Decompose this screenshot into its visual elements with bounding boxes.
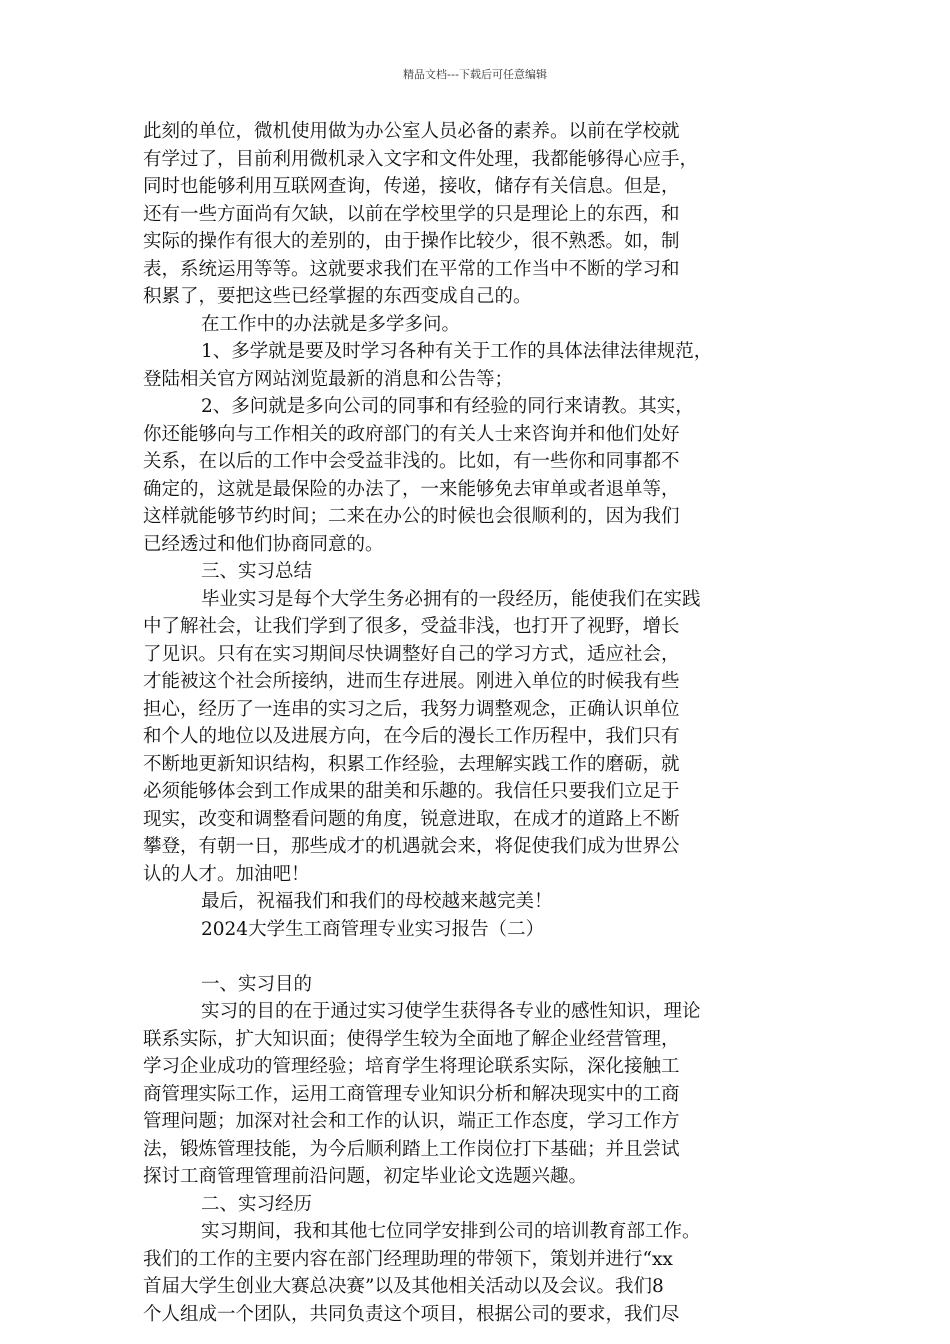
text-line: 这样就能够节约时间；二来在办公的时候也会很顺利的，因为我们: [143, 506, 680, 527]
text-line: 登陆相关官方网站浏览最新的消息和公告等；: [143, 368, 514, 390]
text-line: 攀登，有朝一日，那些成才的机遇就会来，将促使我们成为世界公: [143, 836, 680, 857]
text-line: 1、多学就是要及时学习各种有关于工作的具体法律法律规范，: [201, 341, 713, 362]
text-line: 个人组成一个团队，共同负责这个项目，根据公司的要求，我们尽: [143, 1303, 680, 1325]
text-line: 实际的操作有很大的差别的，由于操作比较少，很不熟悉。如，制: [143, 231, 680, 252]
text-line: 最后，祝福我们和我们的母校越来越完美！: [201, 891, 553, 912]
text-line: 表，系统运用等等。这就要求我们在平常的工作当中不断的学习和: [143, 258, 680, 280]
text-line: 联系实际，扩大知识面；使得学生较为全面地了解企业经营管理，: [143, 1028, 680, 1050]
text-line: 商管理实际工作，运用工商管理专业知识分析和解决现实中的工商: [143, 1083, 680, 1105]
text-line: 三、实习总结: [201, 561, 313, 582]
page-header: 精品文档---下载后可任意编辑: [403, 68, 547, 81]
text-line: 现实，改变和调整看问题的角度，锐意进取，在成才的道路上不断: [143, 808, 680, 830]
text-line: 中了解社会，让我们学到了很多，受益非浅，也打开了视野，增长: [143, 616, 680, 637]
text-line: 同时也能够利用互联网查询，传递，接收，储存有关信息。但是，: [143, 176, 680, 197]
text-line: 才能被这个社会所接纳，进而生存进展。刚进入单位的时候我有些: [143, 671, 680, 692]
text-line: 关系，在以后的工作中会受益非浅的。比如，有一些你和同事都不: [143, 451, 680, 472]
text-line: 2、多问就是多向公司的同事和有经验的同行来请教。其实，: [201, 396, 694, 417]
text-line: 还有一些方面尚有欠缺，以前在学校里学的只是理论上的东西，和: [143, 203, 680, 225]
text-line: 了见识。只有在实习期间尽快调整好自己的学习方式，适应社会，: [143, 643, 680, 665]
text-line: 必须能够体会到工作成果的甜美和乐趣的。我信任只要我们立足于: [143, 781, 680, 802]
text-line: 和个人的地位以及进展方向，在今后的漫长工作历程中，我们只有: [143, 726, 680, 747]
text-line: 不断地更新知识结构，积累工作经验，去理解实践工作的磨砺，就: [143, 753, 680, 775]
text-line: 学习企业成功的管理经验；培育学生将理论联系实际，深化接触工: [143, 1056, 680, 1077]
text-line: 此刻的单位，微机使用做为办公室人员必备的素养。以前在学校就: [143, 121, 680, 142]
text-line: 已经透过和他们协商同意的。: [143, 533, 384, 555]
text-line: 实习的目的在于通过实习使学生获得各专业的感性知识，理论: [201, 1001, 701, 1022]
text-line: 实习期间，我和其他七位同学安排到公司的培训教育部工作。: [201, 1221, 701, 1242]
text-line: 毕业实习是每个大学生务必拥有的一段经历，能使我们在实践: [201, 588, 701, 610]
text-line: 有学过了，目前利用微机录入文字和文件处理，我都能够得心应手，: [143, 148, 699, 170]
text-line: 确定的，这就是最保险的办法了，一来能够免去审单或者退单等，: [143, 478, 680, 500]
text-line: 探讨工商管理管理前沿问题，初定毕业论文选题兴趣。: [143, 1166, 588, 1187]
text-line: 认的人才。加油吧！: [143, 863, 310, 885]
blank-line: [143, 943, 823, 971]
document-body: [143, 118, 823, 1328]
text-line: 管理问题；加深对社会和工作的认识，端正工作态度，学习工作方: [143, 1111, 680, 1132]
text-line: 在工作中的办法就是多学多问。: [201, 313, 461, 335]
text-line: 一、实习目的: [201, 973, 313, 995]
text-line: 2024大学生工商管理专业实习报告（二）: [201, 918, 545, 940]
text-line: 积累了，要把这些已经掌握的东西变成自己的。: [143, 286, 532, 307]
text-line: 二、实习经历: [201, 1193, 313, 1215]
text-line: 担心，经历了一连串的实习之后，我努力调整观念，正确认识单位: [143, 698, 680, 720]
text-line: 首届大学生创业大赛总决赛”以及其他相关活动以及会议。我们8: [143, 1276, 664, 1297]
text-line: 你还能够向与工作相关的政府部门的有关人士来咨询并和他们处好: [143, 423, 680, 445]
text-line: 我们的工作的主要内容在部门经理助理的带领下，策划并进行“xx: [143, 1248, 673, 1270]
text-line: 法，锻炼管理技能，为今后顺利踏上工作岗位打下基础；并且尝试: [143, 1138, 680, 1160]
